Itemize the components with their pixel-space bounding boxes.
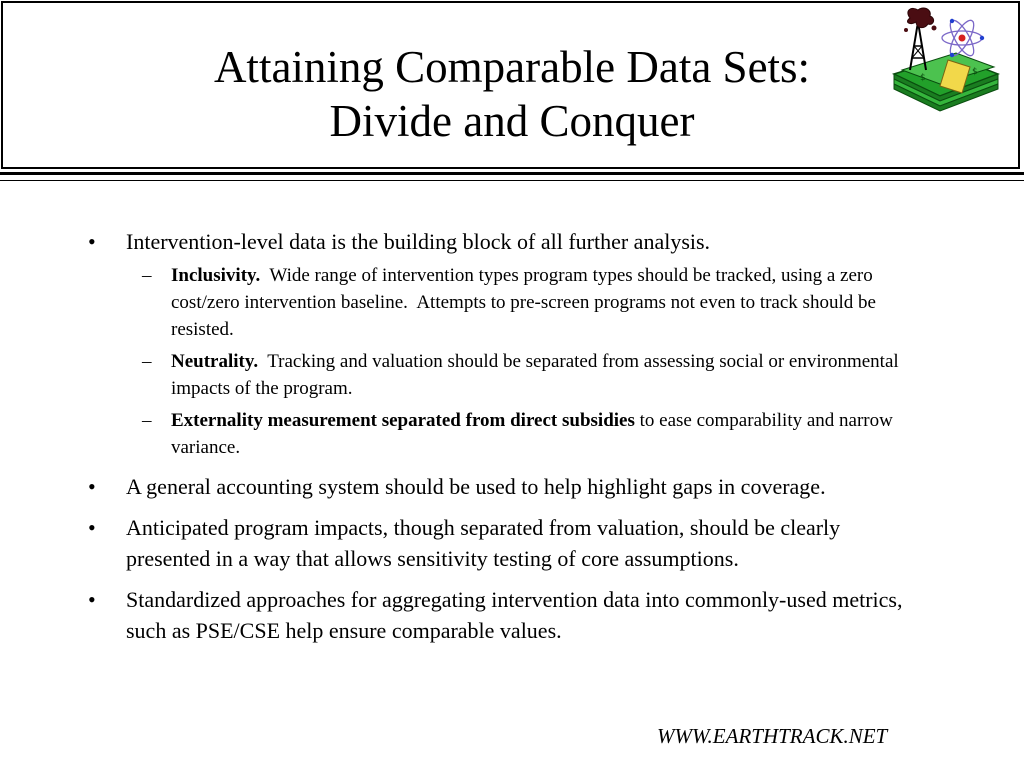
title-line-1: Attaining Comparable Data Sets: bbox=[213, 42, 811, 92]
bullet-text: Anticipated program impacts, though separated from valuation, should be clearly presented in a way that allows sensitivity testing of core assumptions. bbox=[126, 515, 841, 571]
list-item bbox=[0, 471, 1024, 502]
bullet-list bbox=[0, 226, 1024, 656]
sub-list-item bbox=[0, 348, 1024, 402]
sub-bullet-marker: – bbox=[142, 265, 152, 286]
sub-list-item bbox=[0, 262, 1024, 343]
list-item bbox=[0, 226, 1024, 461]
sub-bullet-marker: – bbox=[142, 351, 152, 372]
bullet-text: A general accounting system should be used to help highlight gaps in coverage. bbox=[126, 474, 826, 499]
sub-bullet-bold: Neutrality. bbox=[171, 351, 259, 372]
bullet-text: Standardized approaches for aggregating intervention data into commonly-used metrics, such as PSE/CSE help ensure comparable values. bbox=[126, 587, 903, 643]
list-item bbox=[0, 512, 1024, 574]
sub-bullet-bold: Externality measurement separated from direct subsidies bbox=[171, 410, 635, 431]
header-rule-thick bbox=[0, 172, 1024, 175]
svg-text:$: $ bbox=[920, 73, 926, 83]
sub-bullet-text bbox=[171, 262, 911, 343]
sub-bullet-body: Tracking and valuation should be separated from assessing social or environmental impacts of the program. bbox=[171, 351, 904, 399]
title-line-2: Divide and Conquer bbox=[329, 96, 695, 146]
sub-bullet-marker: – bbox=[142, 410, 152, 431]
bullet-marker: • bbox=[88, 587, 96, 612]
bullet-marker: • bbox=[88, 229, 96, 254]
sub-bullet-bold: Inclusivity. bbox=[171, 265, 261, 286]
sub-list-item bbox=[0, 407, 1024, 461]
bullet-marker: • bbox=[88, 515, 96, 540]
sub-bullet-body: Wide range of intervention types program types should be tracked, using a zero cost/zero intervention baseline. Attempts to pre-screen programs not even to track should be resisted. bbox=[171, 265, 881, 340]
svg-text:$: $ bbox=[972, 67, 978, 77]
header-rule-thin bbox=[0, 180, 1024, 181]
bullet-text: Intervention-level data is the building block of all further analysis. bbox=[126, 229, 711, 254]
footer-url: WWW.EARTHTRACK.NET bbox=[657, 724, 888, 748]
slide-title bbox=[0, 40, 1024, 148]
sub-bullet-text bbox=[171, 407, 911, 461]
bullet-marker: • bbox=[88, 474, 96, 499]
list-item bbox=[0, 584, 1024, 646]
sub-bullet-body: to ease comparability and narrow variance. bbox=[171, 410, 898, 458]
sub-bullet-text bbox=[171, 348, 911, 402]
oil-rig-atom-money-logo-icon bbox=[890, 4, 1000, 112]
